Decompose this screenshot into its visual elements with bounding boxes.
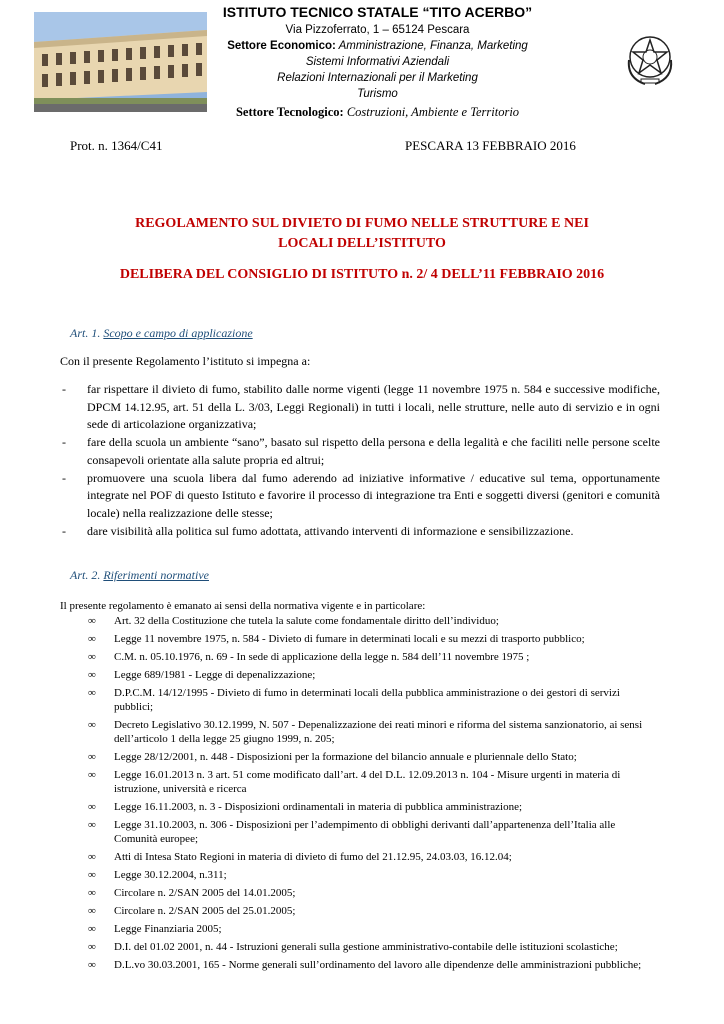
list-item: ∞ Legge 689/1981 - Legge di depenalizzazione; xyxy=(88,669,316,681)
bullet-icon: ∞ xyxy=(88,719,96,731)
school-header xyxy=(215,4,540,120)
bullet-icon: ∞ xyxy=(88,905,96,917)
art2-list xyxy=(60,599,660,976)
bullet-icon: ∞ xyxy=(88,769,96,781)
sector-economic: Settore Economico: Amministrazione, Finanza, Marketing xyxy=(227,40,528,52)
document-date: PESCARA 13 FEBBRAIO 2016 xyxy=(405,138,576,153)
bullet-icon: ∞ xyxy=(88,801,96,813)
list-item: - dare visibilità alla politica sul fumo adottata, attivando interventi di informazione e sensibilizzazione. xyxy=(62,523,574,538)
list-item: - promuovere una scuola libera dal fumo aderendo ad iniziative informative / educative sul tema, opportunamente integrate nel POF di questo Istituto e favorire il processo di integrazione tra Enti e soggetti diversi (genitori e comunità locale) nella realizzazione delle stesse; xyxy=(62,470,660,520)
list-item: ∞ Legge 16.01.2013 n. 3 art. 51 come modificato dall’art. 4 del D.L. 12.09.2013 n. 104 - Misure urgenti in materia di istruzione, università e ricerca xyxy=(88,769,621,795)
regulation-title: REGOLAMENTO SUL DIVIETO DI FUMO NELLE STRUTTURE E NEI LOCALI DELL’ISTITUTO xyxy=(135,216,589,251)
list-item: ∞ Legge 31.10.2003, n. 306 - Disposizioni per l’adempimento di obblighi derivanti dall’appartenenza dell’Italia alle Comunità europee; xyxy=(88,819,616,845)
art2-heading: Art. 2. Riferimenti normative xyxy=(70,568,209,582)
list-item: ∞ D.P.C.M. 14/12/1995 - Divieto di fumo in determinati locali della pubblica amministrazione o dei gestori di servizi pubblici; xyxy=(88,687,620,713)
list-item: ∞ Atti di Intesa Stato Regioni in materia di divieto di fumo del 21.12.95, 24.03.03, 16.12.04; xyxy=(88,851,512,863)
school-address: Via Pizzoferrato, 1 – 65124 Pescara xyxy=(285,24,470,36)
school-building-photo xyxy=(34,12,207,112)
bullet-icon: ∞ xyxy=(88,819,96,831)
sector-tech: Settore Tecnologico: Costruzioni, Ambiente e Territorio xyxy=(235,105,520,119)
list-item: ∞ Legge 11 novembre 1975, n. 584 - Divieto di fumare in determinati locali e su mezzi di trasporto pubblico; xyxy=(88,633,585,645)
list-item: ∞ Art. 32 della Costituzione che tutela la salute come fondamentale diritto dell’individuo; xyxy=(88,615,499,627)
bullet-icon: ∞ xyxy=(88,869,96,881)
bullet-icon: ∞ xyxy=(88,941,96,953)
bullet-icon: ∞ xyxy=(88,887,96,899)
header-line: Turismo xyxy=(357,88,398,100)
bullet-icon: ∞ xyxy=(88,851,96,863)
list-item: ∞ Legge 28/12/2001, n. 448 - Disposizioni per la formazione del bilancio annuale e pluriennale dello Stato; xyxy=(88,751,577,763)
bullet-icon: ∞ xyxy=(88,959,96,971)
art1-heading: Art. 1. Scopo e campo di applicazione xyxy=(70,326,253,340)
bullet-icon: ∞ xyxy=(88,751,96,763)
list-item: ∞ Legge 30.12.2004, n.311; xyxy=(88,869,227,881)
bullet-icon: ∞ xyxy=(88,923,96,935)
list-item: ∞ D.I. del 01.02 2001, n. 44 - Istruzioni generali sulla gestione amministrativo-contabile delle istituzioni scolastiche; xyxy=(88,941,618,953)
art1-intro: Con il presente Regolamento l’istituto si impegna a: xyxy=(60,354,311,368)
delibera-title: DELIBERA DEL CONSIGLIO DI ISTITUTO n. 2/ 4 DELL’11 FEBBRAIO 2016 xyxy=(119,267,605,282)
list-item: ∞ Circolare n. 2/SAN 2005 del 14.01.2005; xyxy=(88,887,296,899)
list-item: ∞ Legge 16.11.2003, n. 3 - Disposizioni ordinamentali in materia di pubblica amministrazione; xyxy=(88,801,523,813)
list-item: - far rispettare il divieto di fumo, stabilito dalle norme vigenti (legge 11 novembre 1975 n. 584 e successive modifiche, DPCM 14.12.95, art. 51 della L. 3/03, Leggi Regionali) in tutti i locali, nelle strutture, nelle auto di servizio e in ogni sede di articolazione organizzativa; xyxy=(62,382,660,431)
header-line: Relazioni Internazionali per il Marketing xyxy=(277,72,478,84)
list-item: ∞ Circolare n. 2/SAN 2005 del 25.01.2005; xyxy=(88,905,296,917)
list-item: ∞ Decreto Legislativo 30.12.1999, N. 507 - Depenalizzazione dei reati minori e riforma del sistema sanzionatorio, ai sensi dell’articolo 1 della legge 25 giugno 1999, n. 205; xyxy=(88,719,643,745)
bullet-icon: ∞ xyxy=(88,651,96,663)
art1-list xyxy=(60,381,660,541)
list-item: ∞ D.L.vo 30.03.2001, 165 - Norme generali sull’ordinamento del lavoro alle dipendenze delle amministrazioni pubbliche; xyxy=(88,959,642,971)
bullet-icon: ∞ xyxy=(88,615,96,627)
bullet-icon: ∞ xyxy=(88,669,96,681)
italian-republic-emblem-icon xyxy=(623,30,677,88)
bullet-icon: ∞ xyxy=(88,633,96,645)
school-name: ISTITUTO TECNICO STATALE “TITO ACERBO” xyxy=(222,4,533,20)
header-line: Sistemi Informativi Aziendali xyxy=(305,56,450,68)
list-item: ∞ C.M. n. 05.10.1976, n. 69 - In sede di applicazione della legge n. 584 dell’11 novembre 1975 ; xyxy=(88,651,530,663)
list-item: ∞ Legge Finanziaria 2005; xyxy=(88,923,222,935)
art2-intro: Il presente regolamento è emanato ai sensi della normativa vigente e in particolare: xyxy=(60,600,426,612)
protocol-number: Prot. n. 1364/C41 xyxy=(70,138,163,153)
bullet-icon: ∞ xyxy=(88,687,96,699)
list-item: - fare della scuola un ambiente “sano”, basato sul rispetto della persona e della legalità e che faciliti nelle persone scelte consapevoli orientate alla salute propria ed altrui; xyxy=(62,435,660,467)
